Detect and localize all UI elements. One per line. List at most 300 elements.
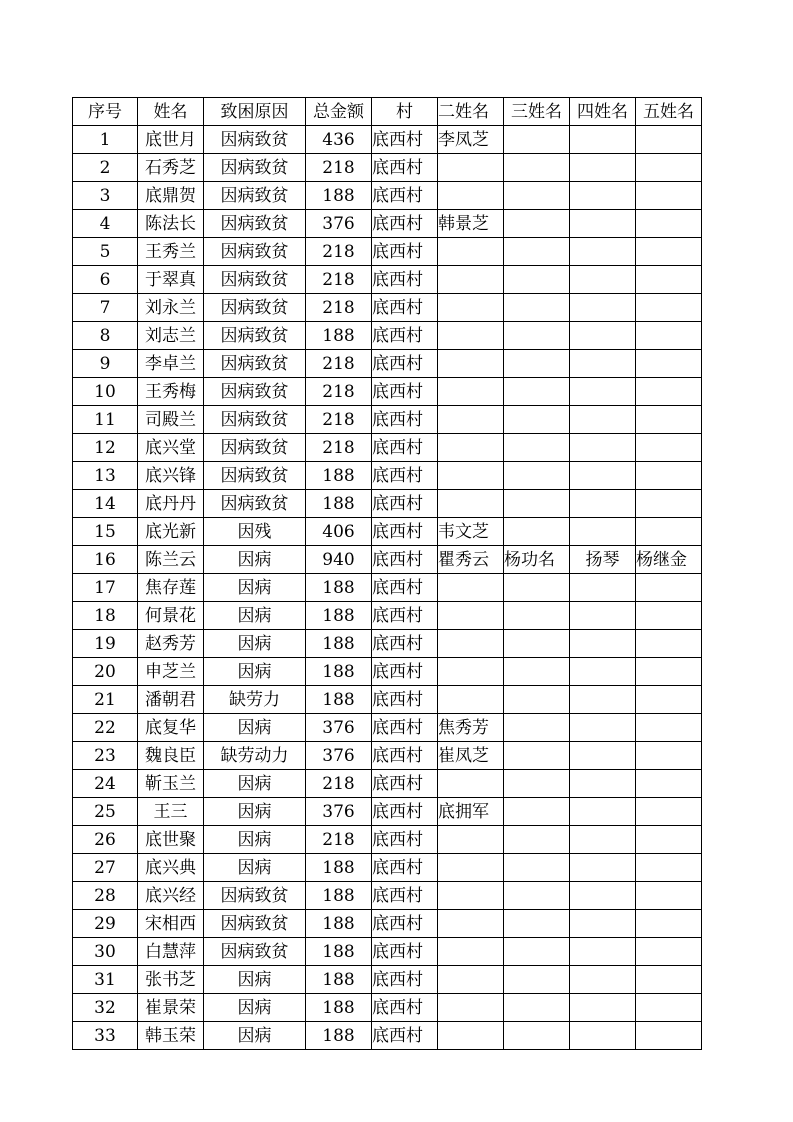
row-name-3-cell xyxy=(504,714,570,742)
row-name-5-cell xyxy=(636,994,702,1022)
row-name-3-cell xyxy=(504,938,570,966)
row-reason-cell: 因病致贫 xyxy=(204,322,306,350)
row-index-cell: 16 xyxy=(73,546,138,574)
row-name-5-cell xyxy=(636,826,702,854)
row-reason-cell: 因病致贫 xyxy=(204,938,306,966)
row-name-5-cell xyxy=(636,322,702,350)
row-total-cell: 218 xyxy=(306,266,372,294)
row-reason-cell: 因病致贫 xyxy=(204,182,306,210)
row-name-5-cell: 杨继金 xyxy=(636,546,702,574)
row-total-cell: 218 xyxy=(306,434,372,462)
row-name-2-cell xyxy=(438,910,504,938)
row-name-2-cell xyxy=(438,770,504,798)
row-index-cell: 23 xyxy=(73,742,138,770)
row-name-2-cell: 韦文芝 xyxy=(438,518,504,546)
table-row xyxy=(73,322,702,350)
row-name-cell: 李卓兰 xyxy=(138,350,204,378)
row-name-4-cell xyxy=(570,266,636,294)
row-name-5-cell xyxy=(636,686,702,714)
row-name-5-cell xyxy=(636,490,702,518)
row-name-cell: 底兴堂 xyxy=(138,434,204,462)
row-name-2-cell xyxy=(438,154,504,182)
row-name-5-cell xyxy=(636,434,702,462)
row-name-5-cell xyxy=(636,294,702,322)
row-total-cell: 218 xyxy=(306,826,372,854)
row-name-3-cell xyxy=(504,770,570,798)
row-name-2-cell: 崔凤芝 xyxy=(438,742,504,770)
row-name-2-cell xyxy=(438,882,504,910)
row-name-4-cell xyxy=(570,462,636,490)
row-total-cell: 188 xyxy=(306,966,372,994)
row-name-2-cell xyxy=(438,350,504,378)
table-row xyxy=(73,518,702,546)
row-name-5-cell xyxy=(636,938,702,966)
row-reason-cell: 因病致贫 xyxy=(204,406,306,434)
table-row xyxy=(73,854,702,882)
row-name-cell: 崔景荣 xyxy=(138,994,204,1022)
table-row xyxy=(73,602,702,630)
row-name-5-cell xyxy=(636,154,702,182)
row-index-cell: 10 xyxy=(73,378,138,406)
table-row xyxy=(73,994,702,1022)
row-name-cell: 王秀兰 xyxy=(138,238,204,266)
row-name-4-cell: 扬琴 xyxy=(570,546,636,574)
row-total-cell: 376 xyxy=(306,742,372,770)
row-name-cell: 陈法长 xyxy=(138,210,204,238)
row-total-cell: 188 xyxy=(306,938,372,966)
row-name-5-cell xyxy=(636,378,702,406)
row-name-4-cell xyxy=(570,406,636,434)
row-name-4-cell xyxy=(570,602,636,630)
row-name-3-cell xyxy=(504,602,570,630)
row-index-cell: 24 xyxy=(73,770,138,798)
row-name-cell: 底兴锋 xyxy=(138,462,204,490)
row-name-2-cell xyxy=(438,490,504,518)
row-total-cell: 188 xyxy=(306,322,372,350)
row-name-cell: 焦存莲 xyxy=(138,574,204,602)
row-name-cell: 底鼎贺 xyxy=(138,182,204,210)
row-village-cell: 底西村 xyxy=(372,602,438,630)
row-name-cell: 赵秀芳 xyxy=(138,630,204,658)
row-total-cell: 188 xyxy=(306,882,372,910)
table-row xyxy=(73,434,702,462)
row-index-cell: 1 xyxy=(73,126,138,154)
row-name-cell: 陈兰云 xyxy=(138,546,204,574)
row-name-4-cell xyxy=(570,322,636,350)
table-row xyxy=(73,462,702,490)
row-village-cell: 底西村 xyxy=(372,210,438,238)
row-reason-cell: 因病致贫 xyxy=(204,210,306,238)
row-name-4-cell xyxy=(570,434,636,462)
row-name-5-cell xyxy=(636,714,702,742)
row-name-cell: 靳玉兰 xyxy=(138,770,204,798)
row-total-cell: 218 xyxy=(306,238,372,266)
row-reason-cell: 因病致贫 xyxy=(204,434,306,462)
row-reason-cell: 因病致贫 xyxy=(204,462,306,490)
table-row xyxy=(73,630,702,658)
row-index-cell: 17 xyxy=(73,574,138,602)
row-total-cell: 218 xyxy=(306,378,372,406)
row-total-cell: 188 xyxy=(306,602,372,630)
row-reason-cell: 因病 xyxy=(204,658,306,686)
header-name-3: 三姓名 xyxy=(504,98,570,126)
row-total-cell: 188 xyxy=(306,910,372,938)
row-name-2-cell xyxy=(438,686,504,714)
row-name-4-cell xyxy=(570,574,636,602)
row-name-3-cell xyxy=(504,182,570,210)
row-name-5-cell xyxy=(636,574,702,602)
row-total-cell: 188 xyxy=(306,854,372,882)
row-index-cell: 31 xyxy=(73,966,138,994)
row-village-cell: 底西村 xyxy=(372,854,438,882)
row-name-5-cell xyxy=(636,266,702,294)
row-index-cell: 4 xyxy=(73,210,138,238)
row-total-cell: 188 xyxy=(306,994,372,1022)
row-name-4-cell xyxy=(570,490,636,518)
row-index-cell: 5 xyxy=(73,238,138,266)
row-index-cell: 12 xyxy=(73,434,138,462)
row-name-3-cell xyxy=(504,126,570,154)
row-reason-cell: 因病 xyxy=(204,574,306,602)
row-name-5-cell xyxy=(636,770,702,798)
row-name-4-cell xyxy=(570,210,636,238)
row-index-cell: 6 xyxy=(73,266,138,294)
row-name-3-cell xyxy=(504,1022,570,1050)
header-name-2: 二姓名 xyxy=(438,98,504,126)
row-name-5-cell xyxy=(636,742,702,770)
row-total-cell: 188 xyxy=(306,686,372,714)
row-name-5-cell xyxy=(636,238,702,266)
row-name-4-cell xyxy=(570,182,636,210)
row-total-cell: 376 xyxy=(306,714,372,742)
row-name-4-cell xyxy=(570,770,636,798)
row-name-2-cell xyxy=(438,1022,504,1050)
row-village-cell: 底西村 xyxy=(372,686,438,714)
row-reason-cell: 因病致贫 xyxy=(204,266,306,294)
row-reason-cell: 因病致贫 xyxy=(204,882,306,910)
table-row xyxy=(73,686,702,714)
row-village-cell: 底西村 xyxy=(372,882,438,910)
row-name-3-cell xyxy=(504,154,570,182)
row-name-cell: 底世聚 xyxy=(138,826,204,854)
row-name-3-cell xyxy=(504,322,570,350)
row-total-cell: 940 xyxy=(306,546,372,574)
row-village-cell: 底西村 xyxy=(372,322,438,350)
row-reason-cell: 因病 xyxy=(204,714,306,742)
row-name-2-cell: 底拥军 xyxy=(438,798,504,826)
row-name-cell: 刘永兰 xyxy=(138,294,204,322)
row-village-cell: 底西村 xyxy=(372,658,438,686)
row-name-2-cell xyxy=(438,378,504,406)
row-total-cell: 188 xyxy=(306,182,372,210)
row-total-cell: 188 xyxy=(306,490,372,518)
row-name-2-cell xyxy=(438,826,504,854)
table-row xyxy=(73,266,702,294)
row-index-cell: 18 xyxy=(73,602,138,630)
row-name-cell: 王三 xyxy=(138,798,204,826)
header-index: 序号 xyxy=(73,98,138,126)
row-name-3-cell xyxy=(504,994,570,1022)
row-reason-cell: 因病致贫 xyxy=(204,238,306,266)
row-name-cell: 魏良臣 xyxy=(138,742,204,770)
row-name-2-cell xyxy=(438,182,504,210)
table-row xyxy=(73,798,702,826)
row-village-cell: 底西村 xyxy=(372,938,438,966)
row-name-2-cell xyxy=(438,938,504,966)
row-total-cell: 376 xyxy=(306,210,372,238)
row-total-cell: 218 xyxy=(306,406,372,434)
row-index-cell: 2 xyxy=(73,154,138,182)
row-index-cell: 30 xyxy=(73,938,138,966)
row-village-cell: 底西村 xyxy=(372,630,438,658)
row-name-3-cell xyxy=(504,742,570,770)
row-name-4-cell xyxy=(570,714,636,742)
row-name-cell: 白慧萍 xyxy=(138,938,204,966)
row-reason-cell: 因病 xyxy=(204,798,306,826)
row-name-cell: 张书芝 xyxy=(138,966,204,994)
row-name-4-cell xyxy=(570,294,636,322)
row-village-cell: 底西村 xyxy=(372,994,438,1022)
row-name-3-cell xyxy=(504,238,570,266)
table-row xyxy=(73,910,702,938)
row-index-cell: 25 xyxy=(73,798,138,826)
row-name-4-cell xyxy=(570,994,636,1022)
table-row xyxy=(73,770,702,798)
row-name-2-cell xyxy=(438,434,504,462)
row-village-cell: 底西村 xyxy=(372,714,438,742)
row-index-cell: 8 xyxy=(73,322,138,350)
row-name-2-cell xyxy=(438,322,504,350)
row-name-cell: 韩玉荣 xyxy=(138,1022,204,1050)
row-name-2-cell: 焦秀芳 xyxy=(438,714,504,742)
row-index-cell: 9 xyxy=(73,350,138,378)
table-row xyxy=(73,350,702,378)
row-name-4-cell xyxy=(570,658,636,686)
row-index-cell: 3 xyxy=(73,182,138,210)
row-name-4-cell xyxy=(570,854,636,882)
row-reason-cell: 因病致贫 xyxy=(204,378,306,406)
row-name-5-cell xyxy=(636,462,702,490)
row-total-cell: 218 xyxy=(306,154,372,182)
header-village: 村 xyxy=(372,98,438,126)
row-name-cell: 潘朝君 xyxy=(138,686,204,714)
row-village-cell: 底西村 xyxy=(372,742,438,770)
row-village-cell: 底西村 xyxy=(372,910,438,938)
row-name-5-cell xyxy=(636,630,702,658)
table-row xyxy=(73,378,702,406)
row-name-3-cell xyxy=(504,882,570,910)
row-name-3-cell xyxy=(504,910,570,938)
table-row xyxy=(73,938,702,966)
table-body xyxy=(73,98,702,1050)
table-row xyxy=(73,238,702,266)
row-name-4-cell xyxy=(570,350,636,378)
row-name-3-cell xyxy=(504,574,570,602)
table-row xyxy=(73,126,702,154)
row-name-5-cell xyxy=(636,126,702,154)
table-row xyxy=(73,966,702,994)
row-reason-cell: 因病 xyxy=(204,966,306,994)
row-village-cell: 底西村 xyxy=(372,826,438,854)
row-index-cell: 32 xyxy=(73,994,138,1022)
table-row xyxy=(73,490,702,518)
row-reason-cell: 因病致贫 xyxy=(204,350,306,378)
row-total-cell: 218 xyxy=(306,770,372,798)
row-name-5-cell xyxy=(636,966,702,994)
row-index-cell: 21 xyxy=(73,686,138,714)
row-total-cell: 188 xyxy=(306,658,372,686)
row-name-5-cell xyxy=(636,350,702,378)
row-village-cell: 底西村 xyxy=(372,434,438,462)
row-name-3-cell xyxy=(504,378,570,406)
row-name-5-cell xyxy=(636,1022,702,1050)
row-name-2-cell: 李凤芝 xyxy=(438,126,504,154)
row-reason-cell: 因残 xyxy=(204,518,306,546)
row-reason-cell: 因病致贫 xyxy=(204,294,306,322)
row-total-cell: 406 xyxy=(306,518,372,546)
row-village-cell: 底西村 xyxy=(372,266,438,294)
row-reason-cell: 因病致贫 xyxy=(204,490,306,518)
row-name-2-cell xyxy=(438,462,504,490)
row-index-cell: 11 xyxy=(73,406,138,434)
row-index-cell: 26 xyxy=(73,826,138,854)
row-village-cell: 底西村 xyxy=(372,490,438,518)
row-name-4-cell xyxy=(570,798,636,826)
row-name-cell: 王秀梅 xyxy=(138,378,204,406)
row-name-5-cell xyxy=(636,182,702,210)
row-name-3-cell xyxy=(504,434,570,462)
row-name-3-cell xyxy=(504,490,570,518)
row-name-3-cell xyxy=(504,518,570,546)
row-name-4-cell xyxy=(570,882,636,910)
row-index-cell: 29 xyxy=(73,910,138,938)
row-name-4-cell xyxy=(570,518,636,546)
row-index-cell: 33 xyxy=(73,1022,138,1050)
row-name-2-cell xyxy=(438,574,504,602)
row-name-4-cell xyxy=(570,742,636,770)
row-name-3-cell xyxy=(504,462,570,490)
table-row xyxy=(73,294,702,322)
row-name-2-cell xyxy=(438,602,504,630)
row-index-cell: 28 xyxy=(73,882,138,910)
row-name-2-cell xyxy=(438,994,504,1022)
row-name-2-cell xyxy=(438,854,504,882)
row-name-4-cell xyxy=(570,938,636,966)
row-name-4-cell xyxy=(570,378,636,406)
row-name-cell: 底兴经 xyxy=(138,882,204,910)
row-name-cell: 何景花 xyxy=(138,602,204,630)
row-reason-cell: 因病 xyxy=(204,1022,306,1050)
row-index-cell: 19 xyxy=(73,630,138,658)
row-reason-cell: 因病致贫 xyxy=(204,154,306,182)
row-name-4-cell xyxy=(570,966,636,994)
table-row xyxy=(73,154,702,182)
row-name-cell: 底世月 xyxy=(138,126,204,154)
row-reason-cell: 因病 xyxy=(204,994,306,1022)
row-village-cell: 底西村 xyxy=(372,546,438,574)
row-name-2-cell xyxy=(438,406,504,434)
table-row xyxy=(73,826,702,854)
row-name-4-cell xyxy=(570,154,636,182)
header-row xyxy=(73,98,702,126)
table-row xyxy=(73,546,702,574)
row-name-5-cell xyxy=(636,798,702,826)
row-village-cell: 底西村 xyxy=(372,518,438,546)
table-row xyxy=(73,742,702,770)
row-name-3-cell xyxy=(504,966,570,994)
row-name-4-cell xyxy=(570,238,636,266)
row-village-cell: 底西村 xyxy=(372,126,438,154)
row-village-cell: 底西村 xyxy=(372,1022,438,1050)
table-row xyxy=(73,210,702,238)
row-name-cell: 石秀芝 xyxy=(138,154,204,182)
row-name-5-cell xyxy=(636,658,702,686)
row-reason-cell: 因病 xyxy=(204,546,306,574)
row-name-5-cell xyxy=(636,882,702,910)
row-reason-cell: 因病致贫 xyxy=(204,126,306,154)
row-village-cell: 底西村 xyxy=(372,182,438,210)
row-index-cell: 15 xyxy=(73,518,138,546)
table-row xyxy=(73,406,702,434)
row-name-2-cell: 韩景芝 xyxy=(438,210,504,238)
row-name-3-cell xyxy=(504,266,570,294)
row-name-4-cell xyxy=(570,686,636,714)
row-name-2-cell xyxy=(438,266,504,294)
row-name-cell: 底兴典 xyxy=(138,854,204,882)
row-reason-cell: 缺劳力 xyxy=(204,686,306,714)
row-index-cell: 7 xyxy=(73,294,138,322)
table-row xyxy=(73,882,702,910)
row-name-2-cell xyxy=(438,630,504,658)
row-index-cell: 14 xyxy=(73,490,138,518)
row-village-cell: 底西村 xyxy=(372,574,438,602)
row-name-5-cell xyxy=(636,854,702,882)
row-reason-cell: 缺劳动力 xyxy=(204,742,306,770)
row-name-2-cell xyxy=(438,294,504,322)
row-name-3-cell xyxy=(504,630,570,658)
row-name-3-cell xyxy=(504,826,570,854)
row-village-cell: 底西村 xyxy=(372,154,438,182)
row-name-cell: 宋相西 xyxy=(138,910,204,938)
row-village-cell: 底西村 xyxy=(372,966,438,994)
row-name-5-cell xyxy=(636,602,702,630)
row-name-cell: 申芝兰 xyxy=(138,658,204,686)
row-index-cell: 27 xyxy=(73,854,138,882)
header-total: 总金额 xyxy=(306,98,372,126)
row-reason-cell: 因病 xyxy=(204,854,306,882)
row-name-3-cell xyxy=(504,350,570,378)
row-name-2-cell xyxy=(438,238,504,266)
row-total-cell: 218 xyxy=(306,294,372,322)
row-total-cell: 188 xyxy=(306,630,372,658)
row-village-cell: 底西村 xyxy=(372,462,438,490)
row-reason-cell: 因病 xyxy=(204,602,306,630)
row-name-cell: 于翠真 xyxy=(138,266,204,294)
table-row xyxy=(73,714,702,742)
row-reason-cell: 因病 xyxy=(204,826,306,854)
header-name-4: 四姓名 xyxy=(570,98,636,126)
header-reason: 致困原因 xyxy=(204,98,306,126)
row-total-cell: 188 xyxy=(306,462,372,490)
row-name-2-cell xyxy=(438,658,504,686)
row-total-cell: 376 xyxy=(306,798,372,826)
row-name-3-cell xyxy=(504,294,570,322)
row-name-3-cell xyxy=(504,658,570,686)
row-name-4-cell xyxy=(570,126,636,154)
row-total-cell: 218 xyxy=(306,350,372,378)
row-name-3-cell xyxy=(504,798,570,826)
row-name-3-cell xyxy=(504,406,570,434)
